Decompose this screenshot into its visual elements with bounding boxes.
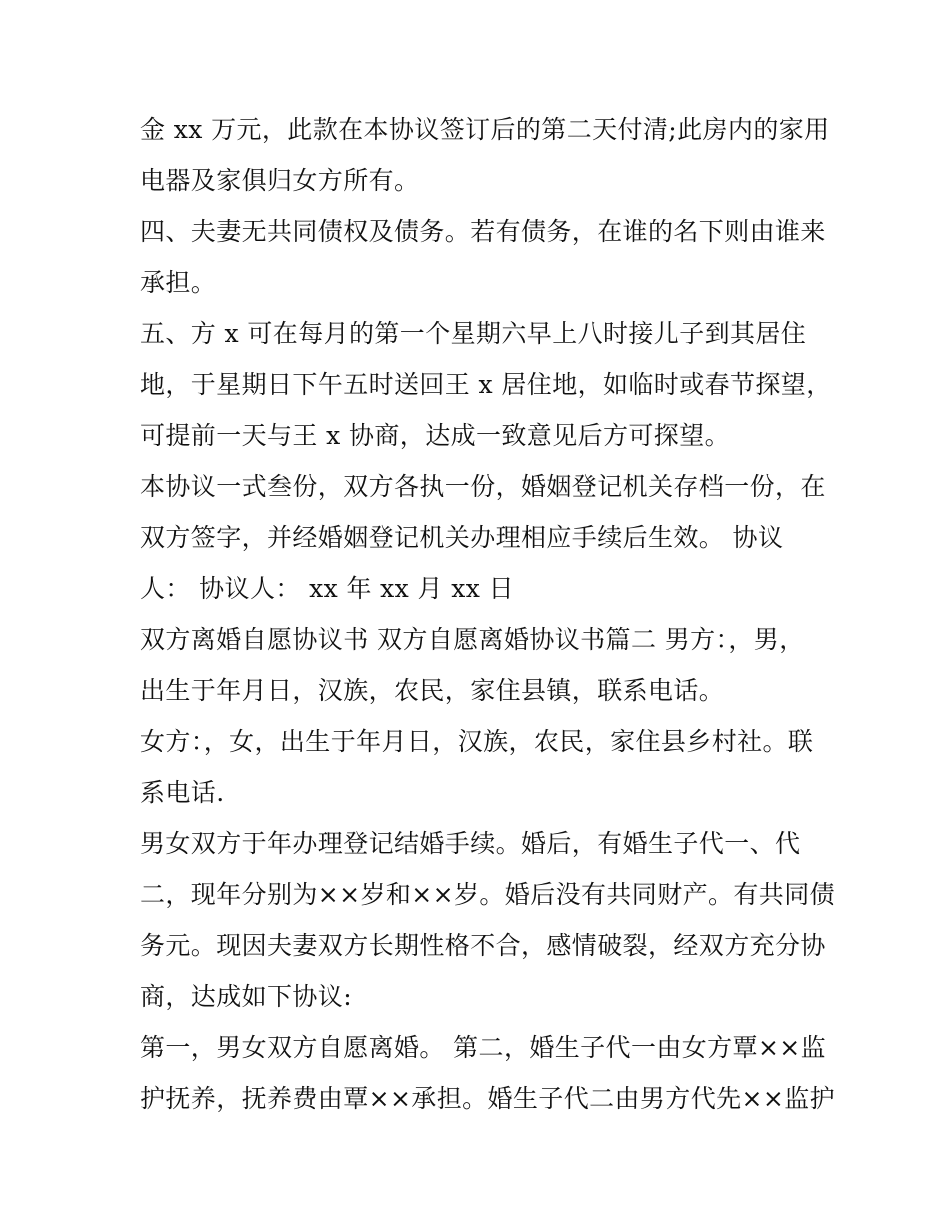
document-body [140,104,835,1124]
text-line: 双方离婚自愿协议书 双方自愿离婚协议书篇二 男方：，男， [140,625,805,654]
text-line: 四、夫妻无共同债权及债务。若有债务，在谁的名下则由谁来 [140,217,826,246]
text-line: 本协议一式叁份，双方各执一份，婚姻登记机关存档一份，在 [140,472,826,501]
text-line: 男女双方于年办理登记结婚手续。婚后，有婚生子代一、代 [140,829,801,858]
text-line: 务元。现因夫妻双方长期性格不合，感情破裂，经双方充分协 [140,931,826,960]
text-line: 商，达成如下协议: [140,982,353,1011]
text-line: 地，于星期日下午五时送回王 x 居住地，如临时或春节探望， [140,370,832,399]
text-line: 二，现年分别为××岁和××岁。婚后没有共同财产。有共同债 [140,880,835,909]
text-line: 第一，男女双方自愿离婚。 第二，婚生子代一由女方覃××监 [140,1033,827,1062]
text-line: 女方：，女，出生于年月日，汉族，农民，家住县乡村社。联 [140,727,814,756]
text-line: 双方签字，并经婚姻登记机关办理相应手续后生效。 协议 [140,523,784,552]
text-line: 金 xx 万元，此款在本协议签订后的第二天付清;此房内的家用 [140,115,830,144]
text-line: 五、方 x 可在每月的第一个星期六早上八时接儿子到其居住 [140,319,807,348]
text-line: 电器及家俱归女方所有。 [140,166,420,195]
text-line: 人： 协议人： xx 年 xx 月 xx 日 [140,574,515,603]
text-line: 系电话. [140,778,225,807]
text-line: 承担。 [140,268,217,297]
text-line: 可提前一天与王 x 协商，达成一致意见后方可探望。 [140,421,730,450]
text-line: 出生于年月日，汉族，农民，家住县镇，联系电话。 [140,676,725,705]
text-line: 护抚养，抚养费由覃××承担。婚生子代二由男方代先××监护 [140,1084,835,1113]
